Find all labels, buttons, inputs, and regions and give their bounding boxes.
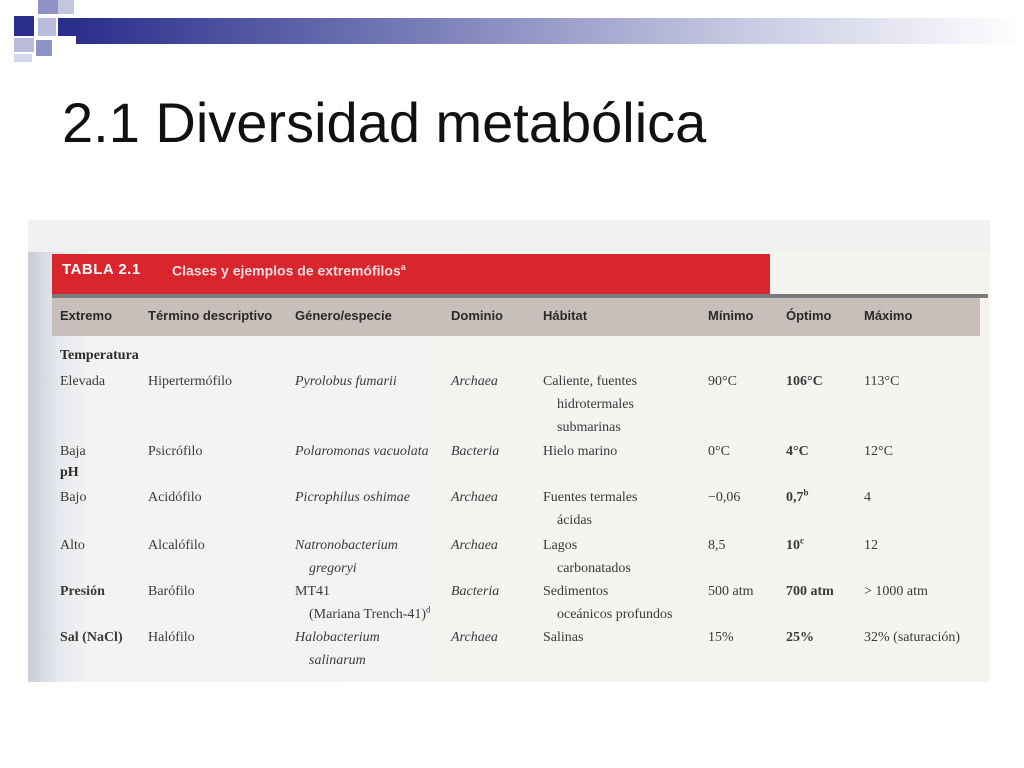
- cell-optimo: 10$^c$: [786, 535, 804, 553]
- deco-square-dark: [14, 16, 34, 36]
- cell-dominio: Archaea: [451, 630, 498, 645]
- table-caption: Clases y ejemplos de extremófilos$^a$: [172, 262, 406, 279]
- cell-optimo: 4°C: [786, 444, 809, 459]
- cell-minimo: 15%: [708, 630, 734, 645]
- slide-title: 2.1 Diversidad metabólica: [62, 91, 707, 154]
- table-image: [28, 220, 990, 682]
- cell-optimo: 0,7$^b$: [786, 487, 809, 505]
- cell-maximo: > 1000 atm: [864, 584, 928, 599]
- cell-dominio: Archaea: [451, 374, 498, 389]
- cell-habitat: Lagos carbonatados: [543, 538, 631, 576]
- cell-genero: Polaromonas vacuolata: [295, 444, 429, 459]
- cell-minimo: −0,06: [708, 490, 741, 505]
- cell-maximo: 4: [864, 490, 871, 505]
- cell-minimo: 90°C: [708, 374, 737, 389]
- deco-square-light: [36, 40, 52, 56]
- cell-extremo: Baja: [60, 444, 86, 459]
- header-gradient-bar: [76, 18, 1024, 44]
- column-header-minimo: Mínimo: [708, 308, 754, 323]
- cell-extremo: Presión: [60, 584, 105, 599]
- cell-termino: Acidófilo: [148, 490, 202, 505]
- table-label: TABLA 2.1: [62, 261, 141, 278]
- cell-genero: Halobacterium salinarum: [295, 630, 380, 668]
- column-header-termino: Término descriptivo: [148, 308, 273, 323]
- cell-genero: Picrophilus oshimae: [295, 490, 410, 505]
- cell-habitat: Fuentes termales ácidas: [543, 490, 638, 528]
- column-header-extremo: Extremo: [60, 308, 113, 323]
- cell-extremo: Sal (NaCl): [60, 630, 123, 645]
- table-banner: [52, 254, 770, 294]
- cell-extremo: Bajo: [60, 490, 87, 505]
- deco-square-dark: [58, 18, 76, 36]
- cell-genero: MT41 (Mariana Trench-41)$^d$: [295, 584, 431, 622]
- deco-square-pale: [14, 54, 32, 62]
- cell-dominio: Bacteria: [451, 444, 500, 459]
- cell-maximo: 113°C: [864, 374, 900, 389]
- deco-square-pale: [58, 0, 74, 14]
- deco-square-pale: [14, 38, 34, 52]
- column-header-habitat: Hábitat: [543, 308, 588, 323]
- cell-extremo: Elevada: [60, 374, 106, 389]
- group-label-temperatura: Temperatura: [60, 348, 139, 363]
- cell-termino: Barófilo: [148, 584, 195, 599]
- column-header-dominio: Dominio: [451, 308, 503, 323]
- cell-genero: Natronobacterium gregoryi: [295, 538, 398, 576]
- cell-genero: Pyrolobus fumarii: [295, 374, 397, 389]
- cell-maximo: 32% (saturación): [864, 630, 961, 645]
- column-header-optimo: Óptimo: [786, 308, 832, 323]
- cell-minimo: 8,5: [708, 538, 726, 553]
- cell-minimo: 0°C: [708, 444, 730, 459]
- deco-square-light: [38, 0, 58, 14]
- cell-optimo: 700 atm: [786, 584, 834, 599]
- cell-maximo: 12°C: [864, 444, 893, 459]
- cell-habitat: Hielo marino: [543, 444, 618, 459]
- cell-optimo: 25%: [786, 630, 814, 645]
- cell-extremo: Alto: [60, 538, 85, 553]
- cell-habitat: Salinas: [543, 630, 584, 645]
- cell-minimo: 500 atm: [708, 584, 754, 599]
- cell-habitat: Sedimentos oceánicos profundos: [543, 584, 673, 622]
- cell-termino: Halófilo: [148, 630, 195, 645]
- cell-dominio: Bacteria: [451, 584, 500, 599]
- cell-termino: Psicrófilo: [148, 444, 203, 459]
- column-header-genero: Género/especie: [295, 308, 392, 323]
- column-header-maximo: Máximo: [864, 308, 913, 323]
- cell-termino: Alcalófilo: [148, 538, 205, 553]
- cell-dominio: Archaea: [451, 490, 498, 505]
- cell-habitat: Caliente, fuentes hidrotermales submarinas: [543, 374, 638, 435]
- group-label-ph: pH: [60, 465, 79, 480]
- cell-dominio: Archaea: [451, 538, 498, 553]
- deco-square-pale: [38, 18, 56, 36]
- cell-optimo: 106°C: [786, 374, 823, 389]
- cell-maximo: 12: [864, 538, 878, 553]
- cell-termino: Hipertermófilo: [148, 374, 232, 389]
